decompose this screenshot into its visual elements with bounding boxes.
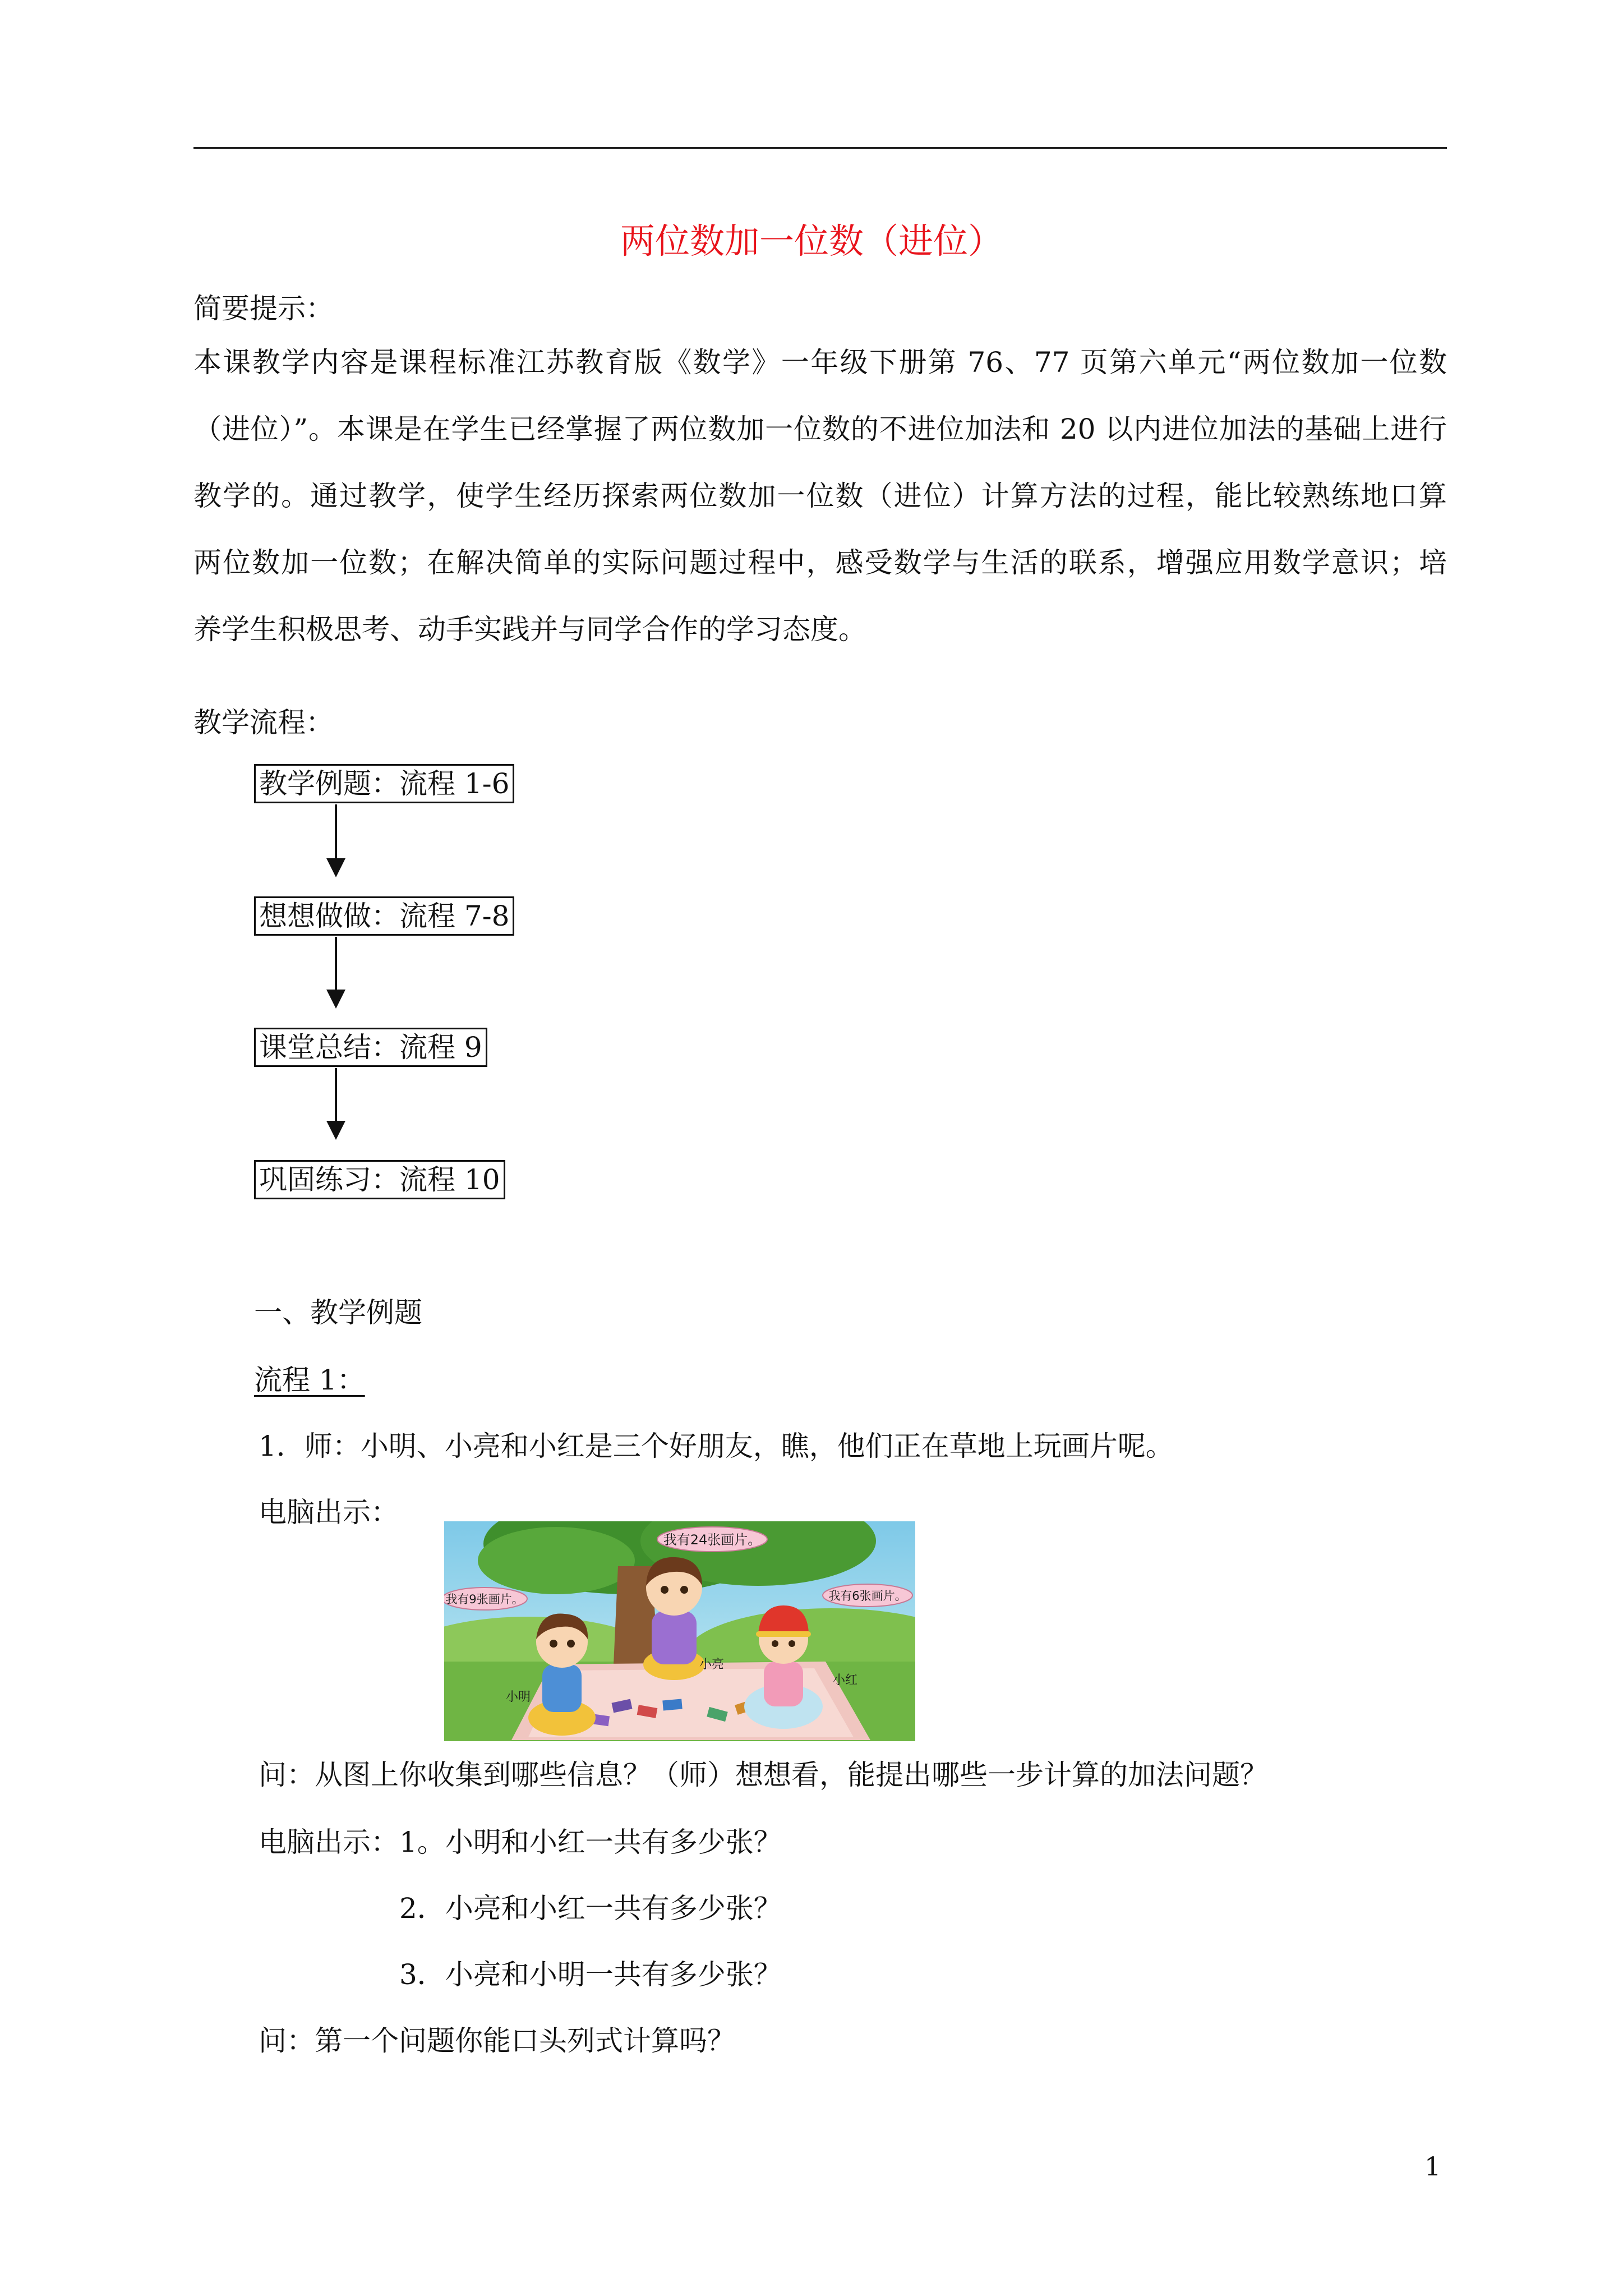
screen-label: 电脑出示： <box>259 1496 399 1529</box>
screen-question-1: 1。小明和小红一共有多少张？ <box>399 1826 782 1858</box>
flow-arrow <box>335 937 337 992</box>
flow-step-4: 巩固练习：流程 10 <box>254 1160 505 1199</box>
teacher-line: 1．师：小明、小亮和小红是三个好朋友，瞧，他们正在草地上玩画片呢。 <box>259 1430 1174 1462</box>
section-heading: 一、教学例题 <box>254 1296 422 1329</box>
children-playing-cards-image <box>444 1521 915 1741</box>
hint-heading: 简要提示： <box>193 292 334 325</box>
flow-arrow <box>335 1068 337 1123</box>
screen-question-label: 电脑出示： <box>259 1826 399 1858</box>
header-rule <box>193 147 1447 149</box>
intro-line: 养学生积极思考、动手实践并与同学合作的学习态度。 <box>193 613 866 646</box>
screen-question-3: 3．小亮和小明一共有多少张？ <box>399 1958 782 1991</box>
page-title: 两位数加一位数（进位） <box>620 220 1003 261</box>
name-left: 小明 <box>506 1690 531 1704</box>
step-label: 流程 1： <box>254 1364 365 1396</box>
intro-line: 教学的。通过教学，使学生经历探索两位数加一位数（进位）计算方法的过程，能比较熟练地口算 <box>193 480 1447 512</box>
intro-line: 本课教学内容是课程标准江苏教育版《数学》一年级下册第 76、77 页第六单元“两位数加一位数 <box>193 346 1447 379</box>
flow-arrow <box>335 804 337 861</box>
bubble-left-text: 我有9张画片。 <box>445 1593 524 1606</box>
bubble-center-text: 我有24张画片。 <box>663 1532 762 1548</box>
intro-paragraph <box>193 346 1447 679</box>
flow-heading: 教学流程： <box>193 706 334 739</box>
name-right: 小红 <box>833 1673 858 1687</box>
name-center: 小亮 <box>699 1658 725 1672</box>
flow-step-1: 教学例题：流程 1-6 <box>254 764 514 803</box>
flow-step-3: 课堂总结：流程 9 <box>254 1028 487 1067</box>
cartoon-illustration <box>444 1521 915 1741</box>
screen-question-2: 2．小亮和小红一共有多少张？ <box>399 1892 782 1925</box>
intro-line: （进位）”。本课是在学生已经掌握了两位数加一位数的不进位加法和 20 以内进位加法的基础上进行 <box>193 413 1447 445</box>
page-number: 1 <box>1424 2151 1441 2182</box>
flow-step-2: 想想做做：流程 7-8 <box>254 896 514 936</box>
question-1: 问：从图上你收集到哪些信息？（师）想想看，能提出哪些一步计算的加法问题？ <box>259 1759 1268 1791</box>
intro-line: 两位数加一位数；在解决简单的实际问题过程中，感受数学与生活的联系，增强应用数学意识；培 <box>193 546 1447 579</box>
bubble-right-text: 我有6张画片。 <box>828 1589 907 1603</box>
question-2: 问：第一个问题你能口头列式计算吗？ <box>259 2024 735 2057</box>
